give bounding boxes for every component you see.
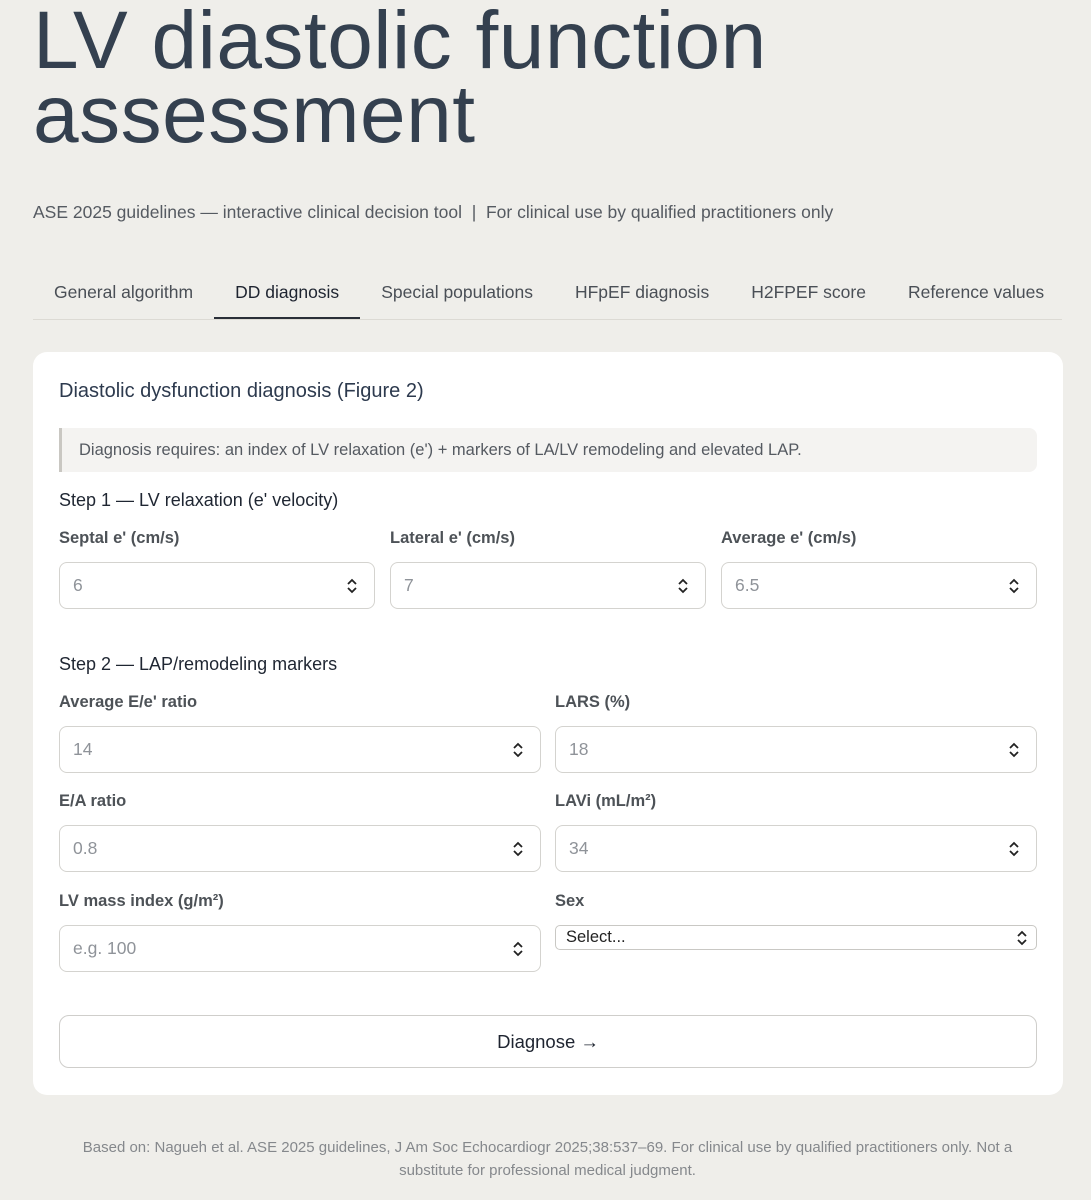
diagnose-button[interactable]: Diagnose → xyxy=(59,1015,1037,1068)
up-down-chevrons-icon[interactable] xyxy=(346,576,358,596)
lv-mass-index-placeholder: e.g. 100 xyxy=(73,938,137,958)
up-down-chevrons-icon xyxy=(1016,928,1028,948)
up-down-chevrons-icon[interactable] xyxy=(1008,839,1020,859)
sex-label: Sex xyxy=(555,892,585,910)
lars-label: LARS (%) xyxy=(555,693,631,711)
sex-select[interactable] xyxy=(555,925,1037,950)
lateral-e-label: Lateral e' (cm/s) xyxy=(390,529,515,547)
lv-mass-index-label: LV mass index (g/m²) xyxy=(59,892,224,910)
up-down-chevrons-icon[interactable] xyxy=(512,939,524,959)
tab-hfpef-diagnosis[interactable]: HFpEF diagnosis xyxy=(574,282,710,302)
page-title-line-2: assessment xyxy=(33,69,476,160)
sex-select-value: Select... xyxy=(566,928,626,946)
up-down-chevrons-icon[interactable] xyxy=(1008,576,1020,596)
card-title: Diastolic dysfunction diagnosis (Figure 2) xyxy=(59,380,424,402)
up-down-chevrons-icon[interactable] xyxy=(512,740,524,760)
up-down-chevrons-icon[interactable] xyxy=(512,839,524,859)
tab-dd-diagnosis[interactable]: DD diagnosis xyxy=(214,268,360,319)
average-e-label: Average e' (cm/s) xyxy=(721,529,857,547)
septal-e-input[interactable] xyxy=(59,562,375,609)
footer-disclaimer: Based on: Nagueh et al. ASE 2025 guidelines, J Am Soc Echocardiogr 2025;38:537–69. For clinical use by qualified practitioners only. Not a substitute for professional medical judgment. xyxy=(82,1139,1013,1179)
e-a-ratio-input[interactable] xyxy=(59,825,541,872)
e-a-ratio-label: E/A ratio xyxy=(59,792,127,810)
lars-placeholder: 18 xyxy=(569,739,589,759)
e-a-ratio-placeholder: 0.8 xyxy=(73,838,98,858)
septal-e-placeholder: 6 xyxy=(73,575,83,595)
lavi-placeholder: 34 xyxy=(569,838,589,858)
lavi-input[interactable] xyxy=(555,825,1037,872)
lateral-e-placeholder: 7 xyxy=(404,575,414,595)
step1-heading: Step 1 — LV relaxation (e' velocity) xyxy=(59,490,339,510)
up-down-chevrons-icon[interactable] xyxy=(1008,740,1020,760)
tab-reference-values[interactable]: Reference values xyxy=(907,282,1045,302)
requirements-note: Diagnosis requires: an index of LV relaxation (e') + markers of LA/LV remodeling and elevated LAP. xyxy=(59,428,1037,472)
page-title xyxy=(33,0,933,160)
lateral-e-input[interactable] xyxy=(390,562,706,609)
lars-input[interactable] xyxy=(555,726,1037,773)
septal-e-label: Septal e' (cm/s) xyxy=(59,529,180,547)
up-down-chevrons-icon[interactable] xyxy=(677,576,689,596)
dd-diagnosis-card xyxy=(33,352,1063,1095)
average-e-e-ratio-label: Average E/e' ratio xyxy=(59,693,198,711)
lavi-label: LAVi (mL/m²) xyxy=(555,792,657,810)
tab-h2fpef-score[interactable]: H2FPEF score xyxy=(751,282,866,302)
average-e-placeholder: 6.5 xyxy=(735,575,760,595)
page-title-line-1: LV diastolic function xyxy=(33,0,767,86)
average-e-input[interactable] xyxy=(721,562,1037,609)
page-subtitle: ASE 2025 guidelines — interactive clinical decision tool | For clinical use by qualified practitioners only xyxy=(33,202,834,222)
step2-heading: Step 2 — LAP/remodeling markers xyxy=(59,654,338,674)
lv-mass-index-input[interactable] xyxy=(59,925,541,972)
tab-bar xyxy=(33,268,1062,320)
average-e-e-ratio-input[interactable] xyxy=(59,726,541,773)
tab-special-populations[interactable]: Special populations xyxy=(381,282,533,302)
average-e-e-ratio-placeholder: 14 xyxy=(73,739,93,759)
tab-general-algorithm[interactable]: General algorithm xyxy=(54,282,194,302)
